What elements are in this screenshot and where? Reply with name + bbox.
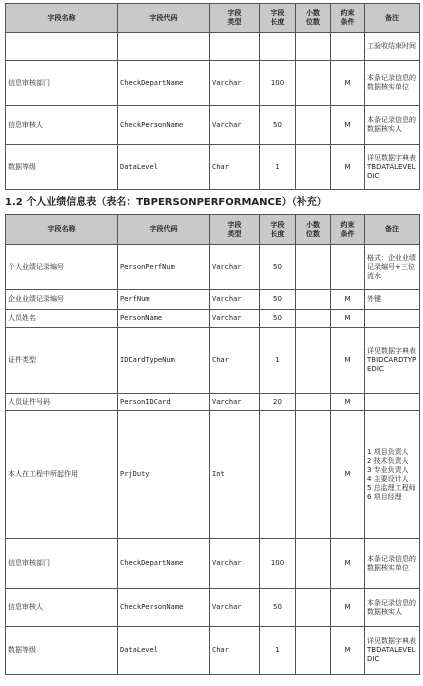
- cell-code: CheckDepartName: [118, 61, 210, 106]
- cell-decimals: [296, 627, 331, 675]
- cell-decimals: [296, 33, 331, 61]
- cell-name: 信息审核部门: [6, 539, 118, 589]
- cell-length: 20: [260, 394, 296, 411]
- cell-type: Varchar: [210, 394, 260, 411]
- cell-code: IDCardTypeNum: [118, 328, 210, 394]
- cell-name: 证件类型: [6, 328, 118, 394]
- cell-constraint: M: [331, 394, 365, 411]
- cell-type: Char: [210, 627, 260, 675]
- table-row: [6, 411, 420, 539]
- cell-decimals: [296, 328, 331, 394]
- cell-length: [260, 411, 296, 539]
- cell-note: [365, 310, 420, 328]
- cell-code: CheckDepartName: [118, 539, 210, 589]
- cell-decimals: [296, 106, 331, 145]
- table-row: [6, 589, 420, 627]
- cell-note: [365, 394, 420, 411]
- header-field-type: 字段 类型: [210, 4, 260, 33]
- cell-constraint: M: [331, 310, 365, 328]
- cell-decimals: [296, 245, 331, 290]
- header-decimals: 小数 位数: [296, 215, 331, 245]
- cell-note: 格式：企业业绩记录编号+三位流水: [365, 245, 420, 290]
- cell-name: 数据等级: [6, 627, 118, 675]
- cell-type: Varchar: [210, 245, 260, 290]
- header-note: 备注: [365, 4, 420, 33]
- header-field-name: 字段名称: [6, 4, 118, 33]
- cell-type: Varchar: [210, 290, 260, 310]
- cell-constraint: [331, 245, 365, 290]
- cell-constraint: M: [331, 589, 365, 627]
- cell-length: 1: [260, 627, 296, 675]
- cell-decimals: [296, 310, 331, 328]
- cell-length: 50: [260, 245, 296, 290]
- table-row: [6, 106, 420, 145]
- cell-note: 本条记录信息的数据核实单位: [365, 61, 420, 106]
- cell-constraint: M: [331, 290, 365, 310]
- cell-code: DataLevel: [118, 145, 210, 190]
- cell-name: 企业业绩记录编号: [6, 290, 118, 310]
- field-table-upper: [5, 3, 420, 190]
- cell-length: 1: [260, 145, 296, 190]
- cell-length: 100: [260, 539, 296, 589]
- cell-length: 50: [260, 589, 296, 627]
- header-field-code: 字段代码: [118, 4, 210, 33]
- table-header-row: [6, 4, 420, 33]
- cell-code: CheckPersonName: [118, 589, 210, 627]
- cell-type: Varchar: [210, 589, 260, 627]
- cell-code: PrjDuty: [118, 411, 210, 539]
- cell-name: 人员姓名: [6, 310, 118, 328]
- cell-code: CheckPersonName: [118, 106, 210, 145]
- cell-note: 本条记录信息的数据核实单位: [365, 539, 420, 589]
- cell-code: PersonIDCard: [118, 394, 210, 411]
- cell-constraint: [331, 33, 365, 61]
- cell-name: 人员证件号码: [6, 394, 118, 411]
- cell-decimals: [296, 589, 331, 627]
- cell-constraint: M: [331, 106, 365, 145]
- cell-type: Char: [210, 145, 260, 190]
- cell-decimals: [296, 61, 331, 106]
- cell-constraint: M: [331, 145, 365, 190]
- cell-name: 信息审核人: [6, 589, 118, 627]
- cell-code: [118, 33, 210, 61]
- header-field-length: 字段 长度: [260, 4, 296, 33]
- cell-code: PersonName: [118, 310, 210, 328]
- cell-type: Varchar: [210, 310, 260, 328]
- table-row: [6, 539, 420, 589]
- cell-length: [260, 33, 296, 61]
- header-field-length: 字段 长度: [260, 215, 296, 245]
- cell-decimals: [296, 539, 331, 589]
- cell-note: 本条记录信息的数据核实人: [365, 106, 420, 145]
- cell-type: Varchar: [210, 61, 260, 106]
- cell-name: 信息审核人: [6, 106, 118, 145]
- header-note: 备注: [365, 215, 420, 245]
- cell-constraint: M: [331, 61, 365, 106]
- cell-note: 外键: [365, 290, 420, 310]
- header-constraint: 约束 条件: [331, 4, 365, 33]
- cell-decimals: [296, 145, 331, 190]
- cell-constraint: M: [331, 627, 365, 675]
- cell-length: 100: [260, 61, 296, 106]
- cell-name: 本人在工程中所起作用: [6, 411, 118, 539]
- cell-name: 数据等级: [6, 145, 118, 190]
- cell-type: Varchar: [210, 106, 260, 145]
- table-row: [6, 328, 420, 394]
- cell-type: [210, 33, 260, 61]
- table-row: [6, 145, 420, 190]
- cell-constraint: M: [331, 328, 365, 394]
- cell-note: 详见数据字典表TBDATALEVELDIC: [365, 627, 420, 675]
- cell-constraint: M: [331, 539, 365, 589]
- cell-constraint: M: [331, 411, 365, 539]
- cell-note: 详见数据字典表TBIDCARDTYPEDIC: [365, 328, 420, 394]
- header-decimals: 小数 位数: [296, 4, 331, 33]
- cell-note: 1 项目负责人 2 技术负责人 3 专业负责人 4 主要设计人 5 总监理工程师 6 项目经理: [365, 411, 420, 539]
- cell-note: 详见数据字典表TBDATALEVELDIC: [365, 145, 420, 190]
- cell-code: PersonPerfNum: [118, 245, 210, 290]
- cell-length: 50: [260, 310, 296, 328]
- header-field-code: 字段代码: [118, 215, 210, 245]
- header-constraint: 约束 条件: [331, 215, 365, 245]
- cell-note: 本条记录信息的数据核实人: [365, 589, 420, 627]
- cell-code: DataLevel: [118, 627, 210, 675]
- cell-type: Int: [210, 411, 260, 539]
- cell-length: 1: [260, 328, 296, 394]
- table-row: [6, 394, 420, 411]
- cell-name: 个人业绩记录编号: [6, 245, 118, 290]
- cell-name: [6, 33, 118, 61]
- table-row: [6, 310, 420, 328]
- cell-type: Char: [210, 328, 260, 394]
- cell-name: 信息审核部门: [6, 61, 118, 106]
- table-row: [6, 627, 420, 675]
- table-header-row: [6, 215, 420, 245]
- header-field-type: 字段 类型: [210, 215, 260, 245]
- cell-note: 工验收结束时间: [365, 33, 420, 61]
- cell-decimals: [296, 290, 331, 310]
- cell-length: 50: [260, 290, 296, 310]
- table-row: [6, 61, 420, 106]
- table-row: [6, 33, 420, 61]
- section-title: 1.2 个人业绩信息表（表名：TBPERSONPERFORMANCE）（补充）: [5, 197, 327, 208]
- cell-type: Varchar: [210, 539, 260, 589]
- header-field-name: 字段名称: [6, 215, 118, 245]
- cell-length: 50: [260, 106, 296, 145]
- table-row: [6, 245, 420, 290]
- cell-decimals: [296, 394, 331, 411]
- field-table-person-performance: [5, 214, 420, 675]
- table-row: [6, 290, 420, 310]
- cell-code: PerfNum: [118, 290, 210, 310]
- cell-decimals: [296, 411, 331, 539]
